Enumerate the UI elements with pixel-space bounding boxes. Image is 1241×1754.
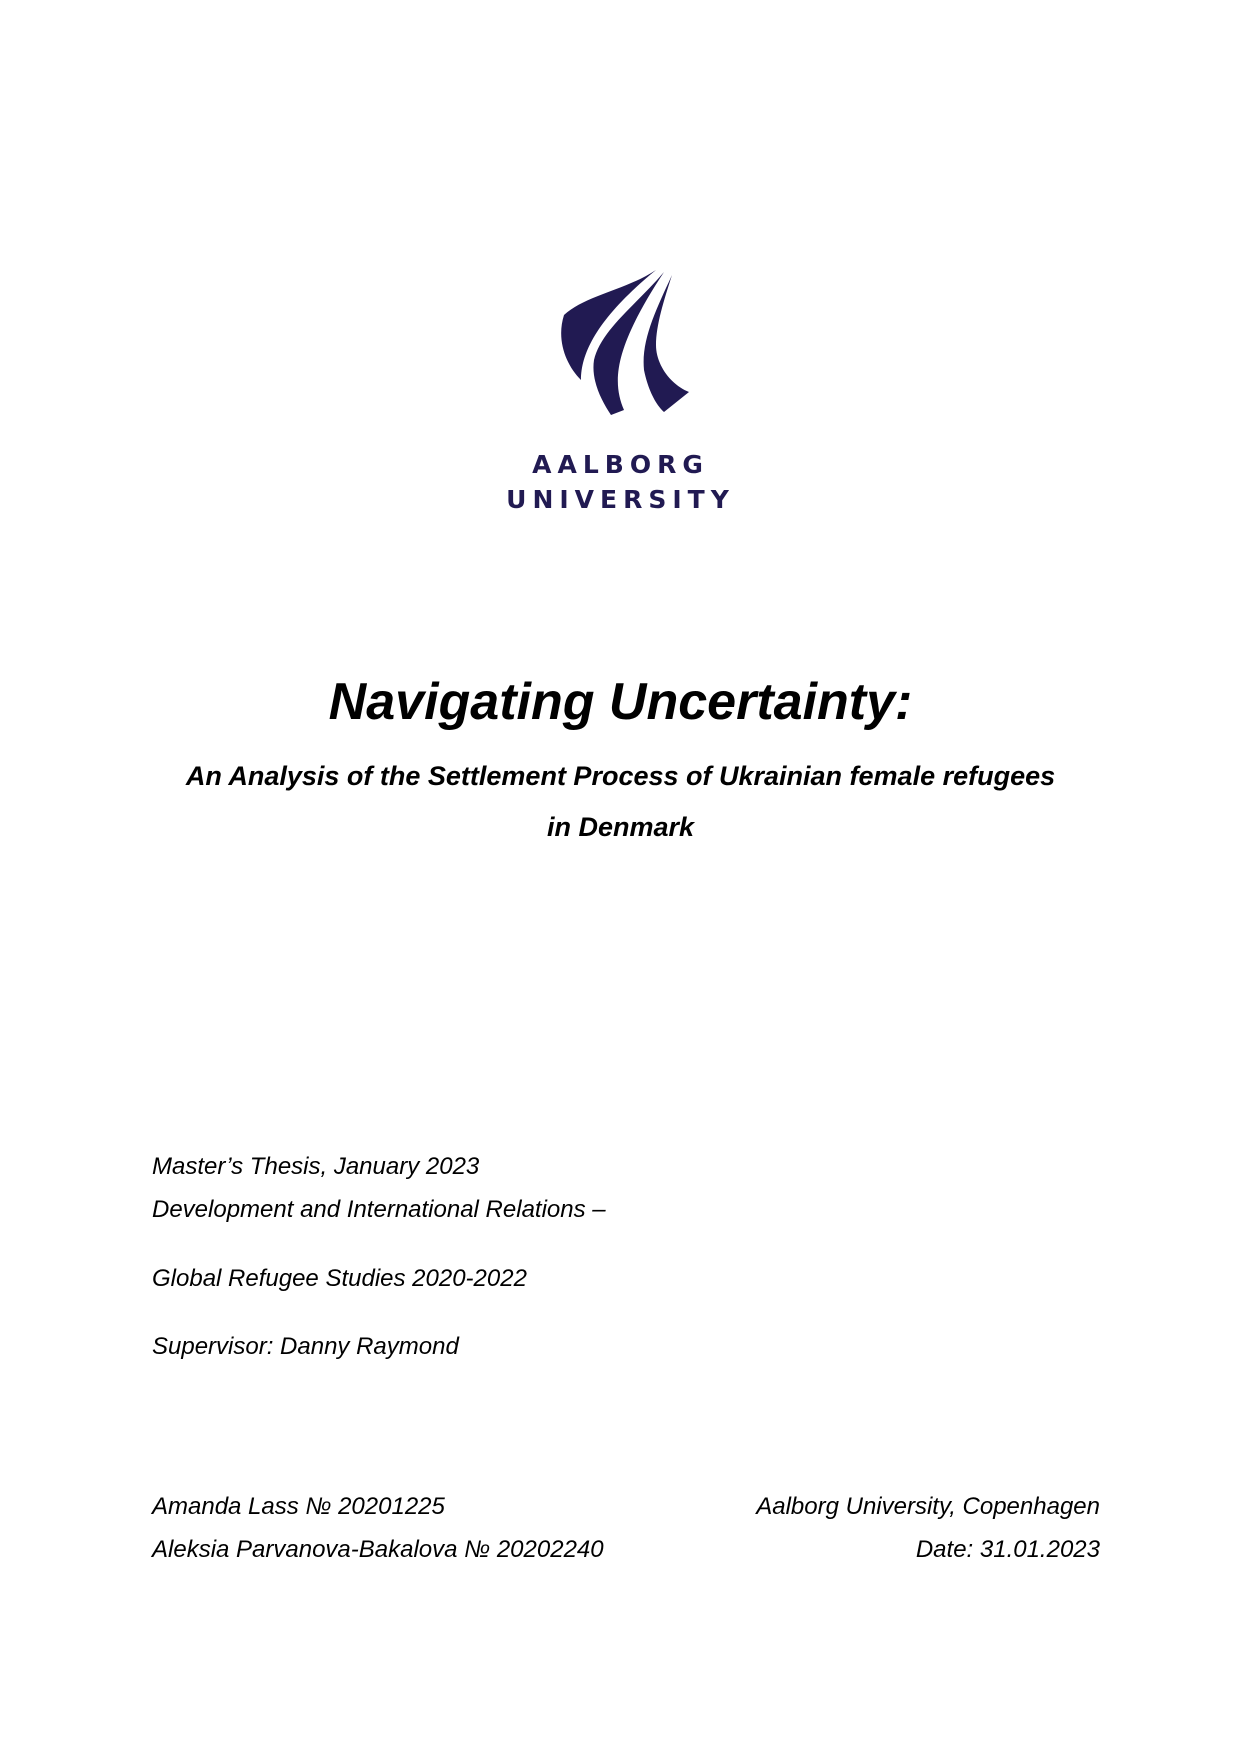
author-2: Aleksia Parvanova-Bakalova № 20202240 (152, 1536, 604, 1563)
program-info: Development and International Relations – (152, 1196, 606, 1223)
document-subtitle-line1: An Analysis of the Settlement Process of Ukrainian female refugees (185, 761, 1056, 791)
document-title: Navigating Uncertainty: (328, 673, 913, 731)
document-subtitle-line2: in Denmark (546, 812, 695, 842)
specialization-info: Global Refugee Studies 2020-2022 (152, 1265, 527, 1292)
thesis-info: Master’s Thesis, January 2023 (152, 1153, 480, 1180)
supervisor-info: Supervisor: Danny Raymond (152, 1333, 459, 1360)
author-1: Amanda Lass № 20201225 (152, 1493, 445, 1520)
institution: Aalborg University, Copenhagen (756, 1493, 1100, 1520)
university-logo-icon (556, 270, 691, 415)
logo-text-aalborg: AALBORG (532, 450, 709, 479)
submission-date: Date: 31.01.2023 (915, 1536, 1100, 1563)
logo-text-university: UNIVERSITY (506, 485, 735, 514)
